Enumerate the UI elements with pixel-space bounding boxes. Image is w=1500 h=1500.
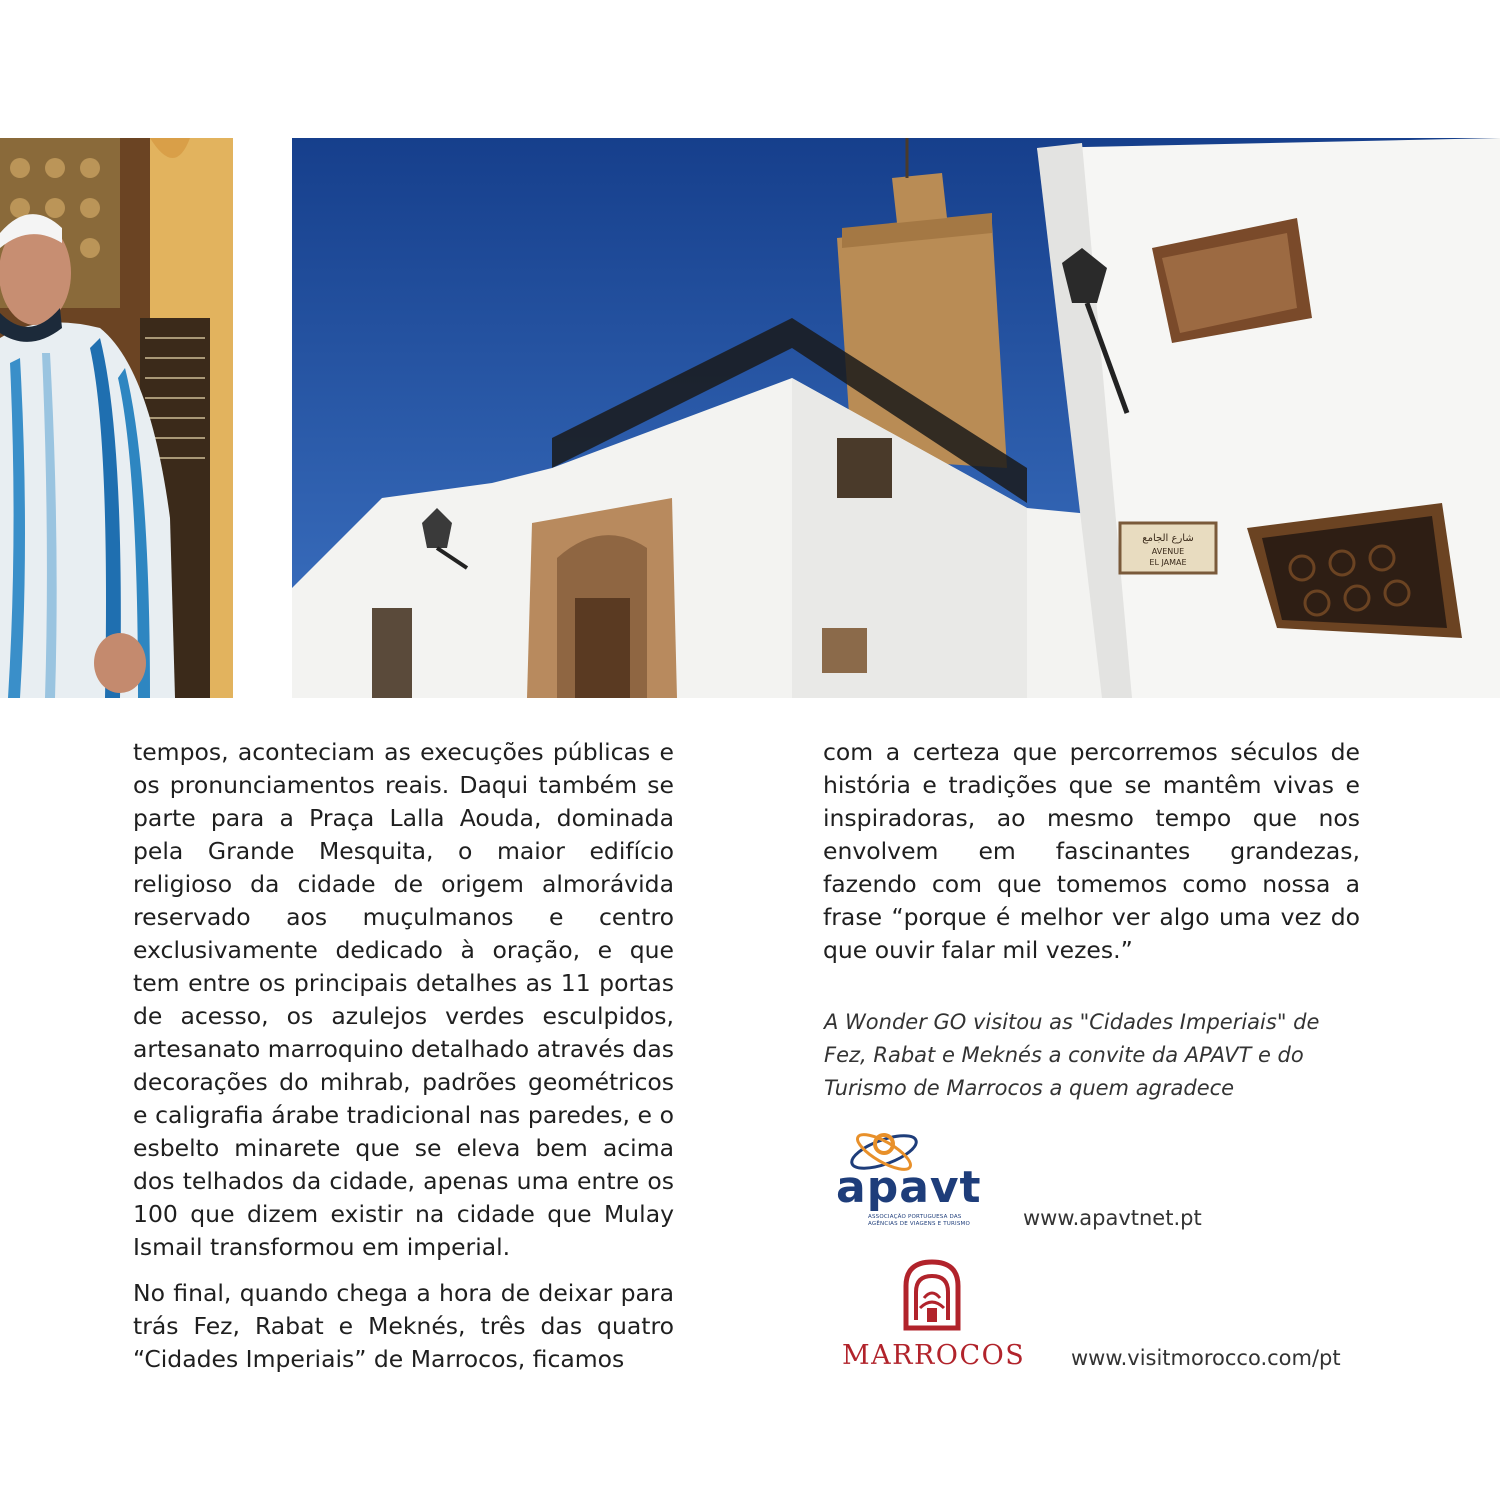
street-sign-arabic: شارع الجامع <box>1142 533 1194 544</box>
man-in-djellaba-photo <box>0 138 233 698</box>
apavt-url: www.apavtnet.pt <box>1023 1206 1202 1230</box>
article-right-column <box>823 736 1360 980</box>
article-left-column <box>133 736 674 1389</box>
mosque-minaret-photo <box>292 138 1500 698</box>
article-paragraph: No final, quando chega a hora de deixar para trás Fez, Rabat e Meknés, três das quatro “Cidades Imperiais” de Marrocos, ficamos <box>133 1279 674 1373</box>
visit-credit-note: A Wonder GO visitou as "Cidades Imperiais" de Fez, Rabat e Meknés a convite da APAVT e do Turismo de Marrocos a quem agradece <box>824 1010 1320 1100</box>
article-paragraph: com a certeza que percorremos séculos de história e tradições que se mantêm vivas e inspiradoras, ao mesmo tempo que nos envolvem em fascinantes grandezas, fazendo com que tomemos como nossa a frase “porque é melhor ver algo uma vez do que ouvir falar mil vezes.” <box>823 738 1360 964</box>
street-sign-line1: AVENUE <box>1151 547 1185 556</box>
apavt-logo-wordmark: apavt <box>836 1162 982 1213</box>
marrocos-emblem-icon <box>900 1258 964 1332</box>
marrocos-url: www.visitmorocco.com/pt <box>1071 1346 1341 1370</box>
article-paragraph: tempos, aconteciam as execuções públicas e os pronunciamentos reais. Daqui também se parte para a Praça Lalla Aouda, dominada pela Grande Mesquita, o maior edifício religioso da cidade de origem almorávida reservado aos muçulmanos e centro exclusivamente dedicado à oração, e que tem entre os principais detalhes as 11 portas de acesso, os azulejos verdes esculpidos, artesanato marroquino detalhado através das decorações do mihrab, padrões geométricos e caligrafia árabe tradicional nas paredes, e o esbelto minarete que se eleva bem acima dos telhados da cidade, apenas uma entre os 100 que dizem existir na cidade que Mulay Ismail transformou em imperial. <box>133 738 674 1261</box>
street-sign-line2: EL JAMAE <box>1149 558 1187 567</box>
apavt-logo-tagline: ASSOCIAÇÃO PORTUGUESA DAS AGÊNCIAS DE VIAGENS E TURISMO <box>868 1214 970 1227</box>
marrocos-logo-wordmark: MARROCOS <box>842 1340 1026 1371</box>
